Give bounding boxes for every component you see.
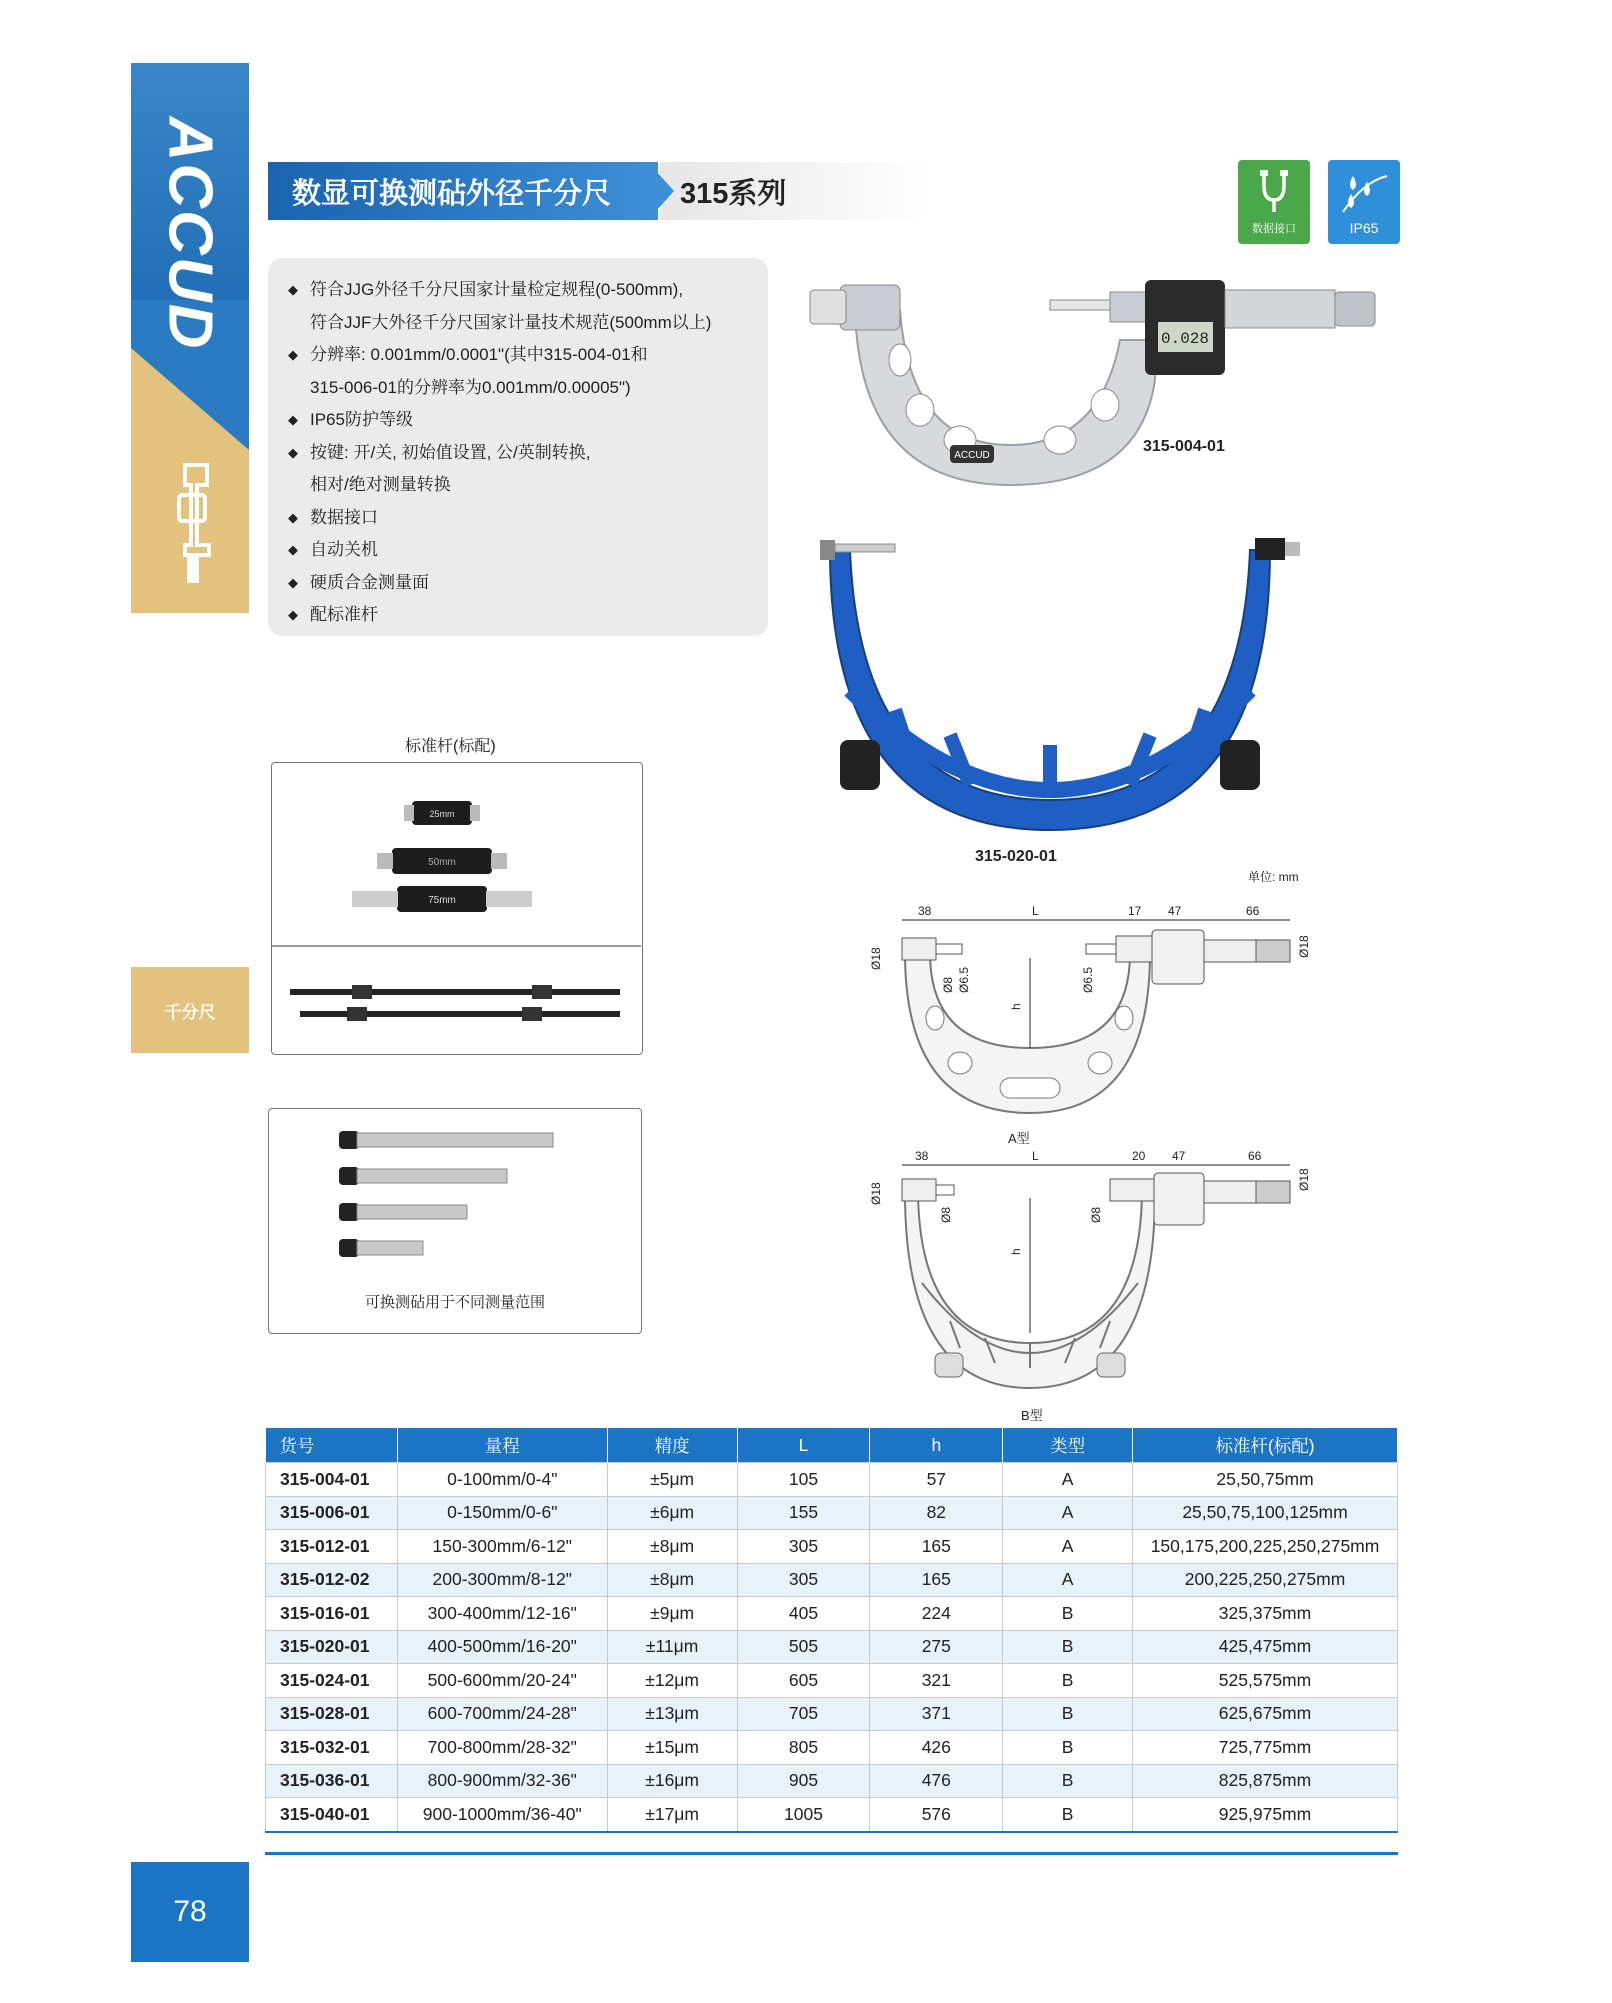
- cell-standard-bar: 625,675mm: [1133, 1697, 1398, 1731]
- cell-h: 275: [870, 1630, 1003, 1664]
- dim-38: 38: [918, 904, 932, 918]
- cell-accuracy: ±9μm: [607, 1597, 737, 1631]
- feature-item: ◆ 符合JJG外径千分尺国家计量检定规程(0-500mm),: [288, 280, 684, 299]
- cell-accuracy: ±11μm: [607, 1630, 737, 1664]
- cell-h: 321: [870, 1664, 1003, 1698]
- standard-bar-image: [272, 763, 641, 1053]
- table-row: [266, 1563, 1398, 1597]
- feature-item-cont: 相对/绝对测量转换: [310, 475, 451, 494]
- product-label-315-004-01: 315-004-01: [1143, 438, 1225, 455]
- cell-range: 600-700mm/24-28": [397, 1697, 607, 1731]
- product-image-315-020-01: [800, 530, 1300, 840]
- table-row: [266, 1463, 1398, 1497]
- anvil-image: [269, 1109, 640, 1289]
- dim-d6.5-left: Ø6.5: [957, 966, 971, 993]
- cell-accuracy: ±6μm: [607, 1496, 737, 1530]
- cell-standard-bar: 925,975mm: [1133, 1798, 1398, 1832]
- standard-bar-frame: [271, 762, 643, 1055]
- cell-type: B: [1003, 1630, 1133, 1664]
- table-row: [266, 1731, 1398, 1765]
- dim-d8-left: Ø8: [939, 1206, 953, 1223]
- cell-range: 200-300mm/8-12": [397, 1563, 607, 1597]
- series-label: 315系列: [680, 177, 787, 210]
- cell-type: A: [1003, 1530, 1133, 1564]
- brand-logo: ACCUD: [155, 116, 225, 350]
- cell-accuracy: ±16μm: [607, 1764, 737, 1798]
- cell-accuracy: ±5μm: [607, 1463, 737, 1497]
- cell-type: A: [1003, 1563, 1133, 1597]
- feature-list: [268, 258, 768, 636]
- cell-range: 900-1000mm/36-40": [397, 1798, 607, 1832]
- dim-l: L: [1032, 904, 1039, 918]
- cell-type: B: [1003, 1697, 1133, 1731]
- cell-l: 605: [737, 1664, 870, 1698]
- dim-66: 66: [1248, 1149, 1262, 1163]
- drawing-b-caption: B型: [1021, 1408, 1043, 1423]
- drawing-type-b: [860, 1143, 1320, 1403]
- cell-range: 300-400mm/12-16": [397, 1597, 607, 1631]
- cell-accuracy: ±8μm: [607, 1530, 737, 1564]
- col-header-type: 类型: [1003, 1428, 1133, 1463]
- usb-cable-icon: [1254, 168, 1294, 216]
- bar-label-50: 50mm: [428, 857, 456, 868]
- ip65-badge: [1328, 160, 1400, 244]
- dim-d18-left: Ø18: [869, 947, 883, 970]
- drawing-a-caption: A型: [1008, 1131, 1030, 1146]
- cell-code: 315-032-01: [266, 1731, 398, 1765]
- dim-d18-right: Ø18: [1297, 1168, 1311, 1191]
- cell-range: 150-300mm/6-12": [397, 1530, 607, 1564]
- cell-code: 315-040-01: [266, 1798, 398, 1832]
- cell-l: 105: [737, 1463, 870, 1497]
- table-header-row: [266, 1428, 1398, 1463]
- feature-item: ◆ 配标准杆: [288, 605, 378, 624]
- cell-code: 315-036-01: [266, 1764, 398, 1798]
- cell-standard-bar: 200,225,250,275mm: [1133, 1563, 1398, 1597]
- anvil-frame: [268, 1108, 642, 1334]
- cell-l: 405: [737, 1597, 870, 1631]
- dim-d6.5-right: Ø6.5: [1081, 966, 1095, 993]
- cell-range: 700-800mm/28-32": [397, 1731, 607, 1765]
- dim-20: 20: [1132, 1149, 1146, 1163]
- cell-h: 371: [870, 1697, 1003, 1731]
- cell-h: 576: [870, 1798, 1003, 1832]
- cell-standard-bar: 25,50,75mm: [1133, 1463, 1398, 1497]
- product1-brand: ACCUD: [954, 450, 990, 461]
- page-number: 78: [131, 1862, 249, 1962]
- cell-code: 315-006-01: [266, 1496, 398, 1530]
- cell-type: A: [1003, 1496, 1133, 1530]
- dim-h: h: [1009, 1003, 1023, 1010]
- drawing-type-a: [860, 898, 1320, 1128]
- bottom-rule: [265, 1852, 1398, 1855]
- cell-l: 155: [737, 1496, 870, 1530]
- cell-range: 0-150mm/0-6": [397, 1496, 607, 1530]
- dim-17: 17: [1128, 904, 1142, 918]
- feature-item: ◆ 按键: 开/关, 初始值设置, 公/英制转换,: [288, 442, 591, 462]
- dim-d18-left: Ø18: [869, 1182, 883, 1205]
- cell-code: 315-028-01: [266, 1697, 398, 1731]
- feature-item: ◆ IP65防护等级: [288, 410, 413, 429]
- feature-item: ◆ 分辨率: 0.001mm/0.0001"(其中315-004-01和: [288, 345, 648, 364]
- feature-item-cont: 符合JJF大外径千分尺国家计量技术规范(500mm以上): [310, 312, 712, 332]
- cell-l: 805: [737, 1731, 870, 1765]
- dim-38: 38: [915, 1149, 929, 1163]
- cell-code: 315-016-01: [266, 1597, 398, 1631]
- table-row: [266, 1630, 1398, 1664]
- cell-standard-bar: 525,575mm: [1133, 1664, 1398, 1698]
- cell-type: B: [1003, 1731, 1133, 1765]
- cell-code: 315-024-01: [266, 1664, 398, 1698]
- dim-47: 47: [1172, 1149, 1186, 1163]
- dim-66: 66: [1246, 904, 1260, 918]
- cell-type: B: [1003, 1664, 1133, 1698]
- product-label-315-020-01: 315-020-01: [975, 848, 1057, 865]
- product-image-315-004-01: [800, 270, 1390, 500]
- cell-accuracy: ±12μm: [607, 1664, 737, 1698]
- cell-h: 82: [870, 1496, 1003, 1530]
- cell-l: 1005: [737, 1798, 870, 1832]
- cell-h: 57: [870, 1463, 1003, 1497]
- cell-type: B: [1003, 1798, 1133, 1832]
- dim-d8-right: Ø8: [1089, 1206, 1103, 1223]
- cell-l: 905: [737, 1764, 870, 1798]
- cell-code: 315-012-01: [266, 1530, 398, 1564]
- category-tab[interactable]: 千分尺: [131, 967, 249, 1053]
- cell-l: 505: [737, 1630, 870, 1664]
- cell-range: 0-100mm/0-4": [397, 1463, 607, 1497]
- cell-type: B: [1003, 1764, 1133, 1798]
- bar-label-25: 25mm: [429, 809, 455, 819]
- cell-h: 224: [870, 1597, 1003, 1631]
- feature-item-cont: 315-006-01的分辨率为0.001mm/0.00005"): [310, 377, 631, 397]
- page-title: 数显可换测砧外径千分尺: [268, 162, 658, 220]
- dim-d8: Ø8: [941, 976, 955, 993]
- dim-h: h: [1009, 1248, 1023, 1255]
- cell-l: 305: [737, 1530, 870, 1564]
- standard-bar-caption: 标准杆(标配): [405, 738, 496, 755]
- col-header-accuracy: 精度: [607, 1428, 737, 1463]
- col-header-h: h: [870, 1428, 1003, 1463]
- cell-type: B: [1003, 1597, 1133, 1631]
- cell-code: 315-004-01: [266, 1463, 398, 1497]
- cell-range: 500-600mm/20-24": [397, 1664, 607, 1698]
- unit-note: 单位: mm: [1248, 870, 1299, 884]
- table-row: [266, 1530, 1398, 1564]
- cell-l: 305: [737, 1563, 870, 1597]
- feature-item: ◆ 硬质合金测量面: [288, 572, 429, 592]
- table-row: [266, 1496, 1398, 1530]
- cell-code: 315-012-02: [266, 1563, 398, 1597]
- bar-label-75: 75mm: [428, 895, 456, 906]
- table-row: [266, 1597, 1398, 1631]
- cell-standard-bar: 425,475mm: [1133, 1630, 1398, 1664]
- cell-h: 165: [870, 1563, 1003, 1597]
- col-header-range: 量程: [397, 1428, 607, 1463]
- col-header-l: L: [737, 1428, 870, 1463]
- micrometer-icon: [165, 455, 225, 585]
- cell-standard-bar: 25,50,75,100,125mm: [1133, 1496, 1398, 1530]
- table-row: [266, 1764, 1398, 1798]
- ip65-label: IP65: [1349, 220, 1379, 236]
- feature-item: ◆ 数据接口: [288, 507, 378, 527]
- cell-accuracy: ±17μm: [607, 1798, 737, 1832]
- anvil-caption: 可换测砧用于不同测量范围: [364, 1294, 545, 1311]
- cell-range: 800-900mm/32-36": [397, 1764, 607, 1798]
- table-row: [266, 1798, 1398, 1832]
- cell-type: A: [1003, 1463, 1133, 1497]
- col-header-standard-bar: 标准杆(标配): [1133, 1428, 1398, 1463]
- dim-d18-right: Ø18: [1297, 935, 1311, 958]
- cell-standard-bar: 150,175,200,225,250,275mm: [1133, 1530, 1398, 1564]
- cell-range: 400-500mm/16-20": [397, 1630, 607, 1664]
- data-port-label: 数据接口: [1252, 223, 1296, 235]
- cell-accuracy: ±15μm: [607, 1731, 737, 1765]
- spec-table: [265, 1428, 1398, 1833]
- cell-standard-bar: 825,875mm: [1133, 1764, 1398, 1798]
- cell-h: 165: [870, 1530, 1003, 1564]
- table-row: [266, 1697, 1398, 1731]
- cell-l: 705: [737, 1697, 870, 1731]
- feature-item: ◆ 自动关机: [288, 540, 378, 559]
- dim-47: 47: [1168, 904, 1182, 918]
- cell-accuracy: ±13μm: [607, 1697, 737, 1731]
- water-drop-icon: [1339, 172, 1389, 214]
- display-readout: 0.028: [1160, 330, 1210, 348]
- title-arrow: [648, 162, 674, 220]
- cell-standard-bar: 725,775mm: [1133, 1731, 1398, 1765]
- data-port-badge: [1238, 160, 1310, 244]
- cell-accuracy: ±8μm: [607, 1563, 737, 1597]
- table-row: [266, 1664, 1398, 1698]
- col-header-code: 货号: [266, 1428, 398, 1463]
- cell-h: 426: [870, 1731, 1003, 1765]
- cell-h: 476: [870, 1764, 1003, 1798]
- dim-l: L: [1032, 1149, 1039, 1163]
- cell-code: 315-020-01: [266, 1630, 398, 1664]
- cell-standard-bar: 325,375mm: [1133, 1597, 1398, 1631]
